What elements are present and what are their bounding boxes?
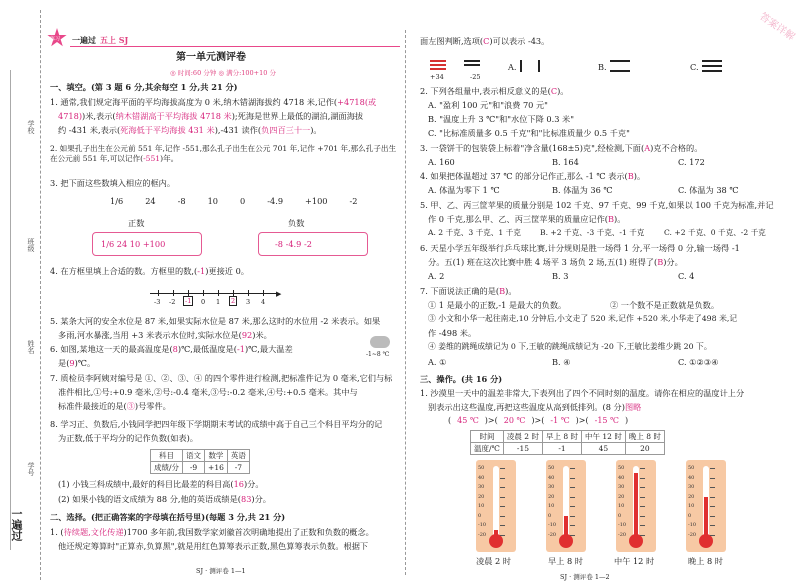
- exam-meta: ◎ 时间:60 分钟 ◎ 满分:100+10 分: [170, 69, 276, 77]
- thermometer-tick: [640, 535, 645, 536]
- thermometer-tick-label: 20: [618, 493, 625, 500]
- thermometer-tick-label: -10: [478, 522, 487, 528]
- thermometer-tick: [570, 506, 575, 507]
- r3-option-a: A. 160: [428, 157, 455, 167]
- q3-number: -8: [177, 196, 186, 206]
- r2-option-a: A. "盈利 100 元"和"浪费 70 元": [428, 100, 548, 110]
- tick-label: -3: [154, 298, 161, 306]
- r7-statement-4: ④ 姜维的跳绳成绩记为 0 下,王敏的跳绳成绩记为 -20 下,王敏比姜维少跳 20 下。: [428, 342, 712, 351]
- thermometer-tick: [640, 516, 645, 517]
- sidebar-brand: 一遍过: [10, 508, 23, 541]
- thermometer-bulb: [489, 534, 503, 548]
- rods-option-a: [520, 60, 540, 72]
- thermometer-tick-label: -10: [688, 522, 697, 528]
- r6-option-c: C. 4: [678, 271, 695, 281]
- section-3-heading: 三、操作。(共 16 分): [420, 374, 503, 384]
- table-cell: -7: [227, 462, 249, 474]
- thermometer-bulb: [699, 534, 713, 548]
- thermometer: [476, 460, 516, 552]
- tick: [203, 290, 204, 296]
- r2-option-c: C. "比标准质量多 0.5 千克"和"比标准质量少 0.5 千克": [428, 128, 630, 138]
- thermometer-tick-label: 20: [478, 493, 485, 500]
- r3-option-b: B. 164: [552, 157, 579, 167]
- option-c: C.: [690, 62, 699, 72]
- thermometer-tick-label: 40: [688, 474, 695, 481]
- thermometer-tick: [500, 468, 505, 469]
- r4-option-b: B. 体温为 36 ℃: [552, 185, 613, 195]
- table-cell: -1: [542, 443, 581, 455]
- q3-negative-box: [258, 232, 368, 256]
- table-cell: 数学: [205, 450, 228, 462]
- section-2-heading: 二、选择。(把正确答案的字母填在括号里)(每题 3 分,共 21 分): [50, 512, 286, 522]
- thermometer-tick: [710, 478, 715, 479]
- r4-text: 4. 如果把体温超过 37 ℃ 的部分记作正,那么 -1 ℃ 表示(B)。: [420, 171, 646, 181]
- r8-temperature-table: [470, 430, 665, 455]
- counting-rods-example: [430, 58, 490, 70]
- number-line: [150, 290, 280, 310]
- thermometer-tube: [493, 466, 499, 538]
- logo-text: 练习: [50, 36, 61, 42]
- thermometer-tick-label: 30: [478, 484, 485, 490]
- thermometer-tick: [570, 535, 575, 536]
- rod: [430, 68, 446, 70]
- thermometer-tick-label: 50: [618, 465, 625, 471]
- thermometer-tick: [640, 497, 645, 498]
- table-cell: -9: [183, 462, 205, 474]
- table-row: [471, 443, 665, 455]
- order-value: -1 ℃: [550, 416, 570, 425]
- thermometer-tick: [640, 478, 645, 479]
- brand-name: 一遍过: [72, 35, 96, 45]
- thermometer-tick: [640, 506, 645, 507]
- thermometer-label: 早上 8 时: [548, 556, 583, 566]
- section-1-heading: 一、填空。(第 3 题 6 分,其余每空 1 分,共 21 分): [50, 82, 238, 92]
- table-cell: 20: [625, 443, 664, 455]
- column-divider: [405, 30, 406, 575]
- thermometer-tick-label: -20: [688, 531, 697, 538]
- right-footer: SJ · 测评卷 1—2: [560, 573, 610, 581]
- header-rule: [70, 46, 400, 47]
- r7-statement-2: ② 一个数不是正数就是负数。: [610, 300, 720, 310]
- thermometer-tick: [500, 497, 505, 498]
- thermometer-tick: [710, 525, 715, 526]
- thermometer: [686, 460, 726, 552]
- thermometer-tick: [710, 497, 715, 498]
- q3-number: 10: [207, 196, 219, 206]
- thermometer-tick: [710, 516, 715, 517]
- thermometer-tick-label: -20: [548, 531, 557, 538]
- tick: [218, 290, 219, 296]
- thermometer-tick: [710, 506, 715, 507]
- tick-label-boxed: 2: [231, 297, 236, 305]
- r5-option-b: B. +2 千克、-3 千克、-1 千克: [540, 228, 645, 237]
- thermometer-tick-label: 40: [478, 474, 485, 481]
- q8-part2: (2) 如果小钱的语文成绩为 88 分,他的英语成绩是(83)分。: [58, 494, 271, 504]
- order-value: -15 ℃: [594, 416, 619, 425]
- thermometer-tick: [500, 487, 505, 488]
- table-cell: 中午 12 时: [582, 431, 626, 443]
- q6-temperature-range: -1~8 ℃: [366, 351, 390, 358]
- rods-option-b: [610, 60, 630, 72]
- tick-label: -2: [169, 298, 176, 306]
- tick: [248, 290, 249, 296]
- r7-statement-1: ① 1 是最小的正数,-1 是最大的负数。: [428, 300, 567, 310]
- thermometer-bulb: [559, 534, 573, 548]
- tick: [158, 290, 159, 296]
- q8-part1: (1) 小钱三科成绩中,最好的科目比最差的科目高(16)分。: [58, 479, 264, 489]
- rod: [464, 64, 480, 66]
- table-cell: 温度/℃: [471, 443, 504, 455]
- thermometer-tick: [640, 468, 645, 469]
- q3-positive-answer: 1/6 24 10 +100: [101, 239, 166, 249]
- q8-line1: 8. 学习正、负数后,小钱同学把四年级下学期期末考试的成绩中高于自己三个科目平均分的记: [50, 419, 383, 429]
- q2-text: 2. 如果孔子出生在公元前 551 年,记作 -551,那么孔子出生在公元 701 年,记作 +701 年,那么孔子出生在公元前 551 年,可以记作(-551)年。: [50, 144, 397, 163]
- number-line-axis: [150, 293, 278, 294]
- q3-negative-answer: -8 -4.9 -2: [275, 239, 312, 249]
- table-row: [151, 462, 250, 474]
- tick-label: 4: [261, 298, 266, 306]
- r6-option-a: A. 2: [428, 271, 445, 281]
- table-cell: 晚上 8 时: [625, 431, 664, 443]
- r7-statement-3b: 作 -498 米。: [428, 328, 477, 338]
- thermometer-tick: [570, 478, 575, 479]
- rod: [430, 64, 446, 66]
- thermometer-tick-label: 20: [548, 493, 555, 500]
- cloud-icon: [370, 336, 390, 348]
- r4-option-a: A. 体温为零下 1 ℃: [428, 185, 500, 195]
- table-cell: 英语: [227, 450, 249, 462]
- q3-number: -4.9: [267, 196, 284, 206]
- r7-option-c: C. ①②③④: [678, 357, 719, 367]
- cut-line: [40, 10, 41, 580]
- thermometer-tick: [500, 535, 505, 536]
- r3-text: 3. 一袋饼干的包装袋上标着"净含量(168±5)克",经检测,下面(A)克不合格的。: [420, 143, 703, 153]
- r4-option-c: C. 体温为 38 ℃: [678, 185, 739, 195]
- r7-text: 7. 下面说法正确的是(B)。: [420, 286, 517, 296]
- thermometer-tick-label: 0: [548, 512, 552, 519]
- thermometer-tick-label: 50: [688, 465, 695, 471]
- q8-line2: 为正数,低于平均分的记作负数(如表)。: [58, 433, 198, 443]
- q1-line3: 约 -431 米,表示(死海低于平均海拔 431 米),-431 读作(负四百三十一)。: [58, 125, 322, 135]
- q3-positive-label: 正数: [128, 218, 145, 228]
- thermometer-tick: [570, 468, 575, 469]
- q5-line2: 多雨,河水暴涨,当用 +3 米表示水位时,实际水位是(92)米。: [58, 330, 272, 340]
- thermometer-tick-label: 50: [478, 465, 485, 471]
- thermometer-label: 中午 12 时: [614, 556, 655, 566]
- sidebar-label-number: 学号: [27, 462, 35, 476]
- rod: [464, 60, 480, 62]
- q4-text: 4. 在方框里填上合适的数。方框里的数,(-1)更接近 0。: [50, 266, 249, 276]
- r8-line2: 别表示出这些温度,再把这些温度从高到低排列。(8 分)图略: [428, 402, 642, 412]
- thermometer: [546, 460, 586, 552]
- table-cell: 成绩/分: [151, 462, 183, 474]
- table-header-row: [151, 450, 250, 462]
- thermometer-tick: [710, 468, 715, 469]
- sidebar-label-school: 学校: [27, 120, 35, 134]
- thermometer-tick-label: 30: [688, 484, 695, 490]
- thermometer-tick: [570, 487, 575, 488]
- r8-order-answer: ( 45 ℃ )>( 20 ℃ )>( -1 ℃ )>( -15 ℃ ): [448, 416, 629, 425]
- rod: [430, 60, 446, 62]
- thermometer-tick: [640, 525, 645, 526]
- sidebar-label-name: 姓名: [27, 340, 35, 354]
- q6-line2: 是(9)℃。: [58, 358, 96, 368]
- option-a: A.: [508, 62, 517, 72]
- tick-label: 3: [246, 298, 251, 306]
- thermometer-tick: [500, 516, 505, 517]
- r3-option-c: C. 172: [678, 157, 705, 167]
- thermometer-tick-label: 10: [478, 503, 485, 509]
- arrow-right-icon: ▶: [276, 290, 282, 298]
- thermometer-tick: [500, 525, 505, 526]
- r7-option-b: B. ④: [552, 357, 571, 367]
- grade-label: 五上 SJ: [100, 35, 129, 45]
- q6-line1: 6. 如图,某地这一天的最高温度是(8)℃,最低温度是(-1)℃,最大温差: [50, 344, 293, 354]
- q3-number: 0: [240, 196, 246, 206]
- thermometer-tick-label: 30: [618, 484, 625, 490]
- thermometer-tick-label: 0: [478, 512, 482, 519]
- r6-option-b: B. 3: [552, 271, 569, 281]
- q1-line1: 1. 通常,我们规定海平面的平均海拔高度为 0 米,纳木错湖海拔约 4718 米,记作(+4718(或: [50, 97, 377, 107]
- table-cell: -15: [503, 443, 542, 455]
- q3-text: 3. 把下面这些数填入相应的框内。: [50, 178, 176, 188]
- rods-label-positive: +34: [430, 73, 444, 81]
- tick: [263, 290, 264, 296]
- q8-score-table: [150, 449, 250, 474]
- thermometer-tick-label: 10: [548, 503, 555, 509]
- thermometer-tick-label: 10: [688, 503, 695, 509]
- r8-line1: 1. 沙漠里一天中的温差非常大,下表列出了四个不同时刻的温度。请你在相应的温度计上分: [420, 388, 745, 398]
- q3-number: 24: [145, 196, 156, 206]
- q7-line1: 7. 质检员李阿姨对编号是 ①、②、③、④ 的四个零件进行检测,把标准件记为 0 毫米,它们与标: [50, 373, 393, 383]
- thermometer-tick: [570, 516, 575, 517]
- thermometer-tick: [640, 487, 645, 488]
- order-value: 45 ℃: [457, 416, 479, 425]
- q7-line2: 准件相比,①号:+0.9 毫米,②号:-0.4 毫米,③号:-0.2 毫米,④号:+0.5 毫米。其中与: [58, 387, 358, 397]
- table-cell: 时间: [471, 431, 504, 443]
- rods-option-c: [702, 60, 722, 72]
- r2-option-b: B. "温度上升 3 ℃"和"水位下降 0.3 米": [428, 114, 574, 124]
- r7-statement-3: ③ 小文和小华一起往南走,10 分钟后,小文走了 520 米,记作 +520 米,小华走了498 米,记: [428, 314, 738, 323]
- r6-line2: 分。五(1) 班在这次比赛中胜 4 场平 3 场负 2 场,五(1) 班得了(B)分。: [428, 257, 683, 267]
- q3-negative-label: 负数: [288, 218, 305, 228]
- q9-line1: 1. (待续题,文化传递)1700 多年前,我国数学家刘徽首次明确地提出了正数和负数的概念。: [50, 527, 374, 537]
- r2-text: 2. 下列各组量中,表示相反意义的是(C)。: [420, 86, 569, 96]
- thermometer-tick: [570, 525, 575, 526]
- thermometer-tick-label: 30: [548, 484, 555, 490]
- thermometer-tick: [710, 487, 715, 488]
- r5-option-a: A. 2 千克、3 千克、1 千克: [428, 228, 521, 237]
- exam-title: 第一单元测评卷: [176, 52, 246, 63]
- option-b: B.: [598, 62, 607, 72]
- q3-number: -2: [349, 196, 358, 206]
- thermometer-tick: [500, 506, 505, 507]
- tick-label: 1: [216, 298, 221, 306]
- r5-option-c: C. +2 千克、0 千克、-2 千克: [664, 228, 766, 237]
- thermometer-tick-label: 0: [618, 512, 622, 519]
- r7-option-a: A. ①: [428, 357, 447, 367]
- q1-line2: 4718))米,表示(纳木错湖高于平均海拔 4718 米);死海是世界上最低的湖泊,湖面海拔: [58, 111, 364, 121]
- thermometer-label: 晚上 8 时: [688, 556, 723, 566]
- thermometer: [616, 460, 656, 552]
- thermometer-tick-label: 40: [548, 474, 555, 481]
- thermometer-tick-label: 20: [688, 493, 695, 500]
- thermometer-tick: [500, 478, 505, 479]
- q3-numbers: [110, 196, 390, 206]
- thermometer-tick: [710, 535, 715, 536]
- q9-line2: 他还规定筹算时"正算赤,负算黑",就是用红色算筹表示正数,黑色算筹表示负数。根据下: [58, 541, 369, 551]
- thermometer-tick-label: -10: [618, 522, 627, 528]
- r5-line1: 5. 甲、乙、丙三筐苹果的质量分别是 102 千克、97 千克、99 千克,如果以 100 千克为标准,并记: [420, 200, 774, 210]
- r6-line1: 6. 天星小学五年级举行乒乓球比赛,计分规则是胜一场得 1 分,平一场得 0 分,输一场得 -1: [420, 243, 740, 253]
- thermometer-tick-label: 50: [548, 465, 555, 471]
- sidebar-label-class: 班级: [27, 238, 35, 252]
- thermometer-tick-label: 10: [618, 503, 625, 509]
- order-value: 20 ℃: [503, 416, 526, 425]
- table-cell: 凌晨 2 时: [503, 431, 542, 443]
- r5-line2: 作 0 千克,那么甲、乙、丙三筐苹果的质量应记作(B)。: [428, 214, 626, 224]
- tick: [173, 290, 174, 296]
- q3-positive-box: [92, 232, 202, 256]
- q5-line1: 5. 某条大河的安全水位是 87 米,如果实际水位是 87 米,那么这时的水位用 -2 米表示。如果: [50, 316, 381, 326]
- q3-number: 1/6: [110, 196, 124, 206]
- table-cell: 45: [582, 443, 626, 455]
- thermometer-tick-label: -20: [478, 531, 487, 538]
- thermometer-tick-label: 40: [618, 474, 625, 481]
- thermometer-bulb: [629, 534, 643, 548]
- table-cell: 科目: [151, 450, 183, 462]
- r1-continue: 面左图判断,选项(C)可以表示 -43。: [420, 36, 550, 46]
- thermometer-tick: [570, 497, 575, 498]
- table-cell: +16: [205, 462, 228, 474]
- q3-number: +100: [305, 196, 328, 206]
- table-cell: 语文: [183, 450, 205, 462]
- thermometer-fill: [634, 473, 638, 540]
- table-header-row: [471, 431, 665, 443]
- rods-label-negative: -25: [470, 73, 481, 81]
- thermometer-tick-label: -20: [618, 531, 627, 538]
- thermometer-tick-label: -10: [548, 522, 557, 528]
- left-footer: SJ · 测评卷 1—1: [196, 567, 246, 575]
- table-cell: 早上 8 时: [542, 431, 581, 443]
- tick-label: 0: [201, 298, 206, 306]
- thermometer-label: 凌晨 2 时: [476, 556, 511, 566]
- q7-line3: 标准件最接近的是(③)号零件。: [58, 401, 171, 411]
- corner-watermark: 答案详解: [757, 11, 797, 44]
- tick-label-boxed: -1: [185, 297, 192, 305]
- sidebar-line: [10, 70, 11, 550]
- thermometer-tick-label: 0: [688, 512, 692, 519]
